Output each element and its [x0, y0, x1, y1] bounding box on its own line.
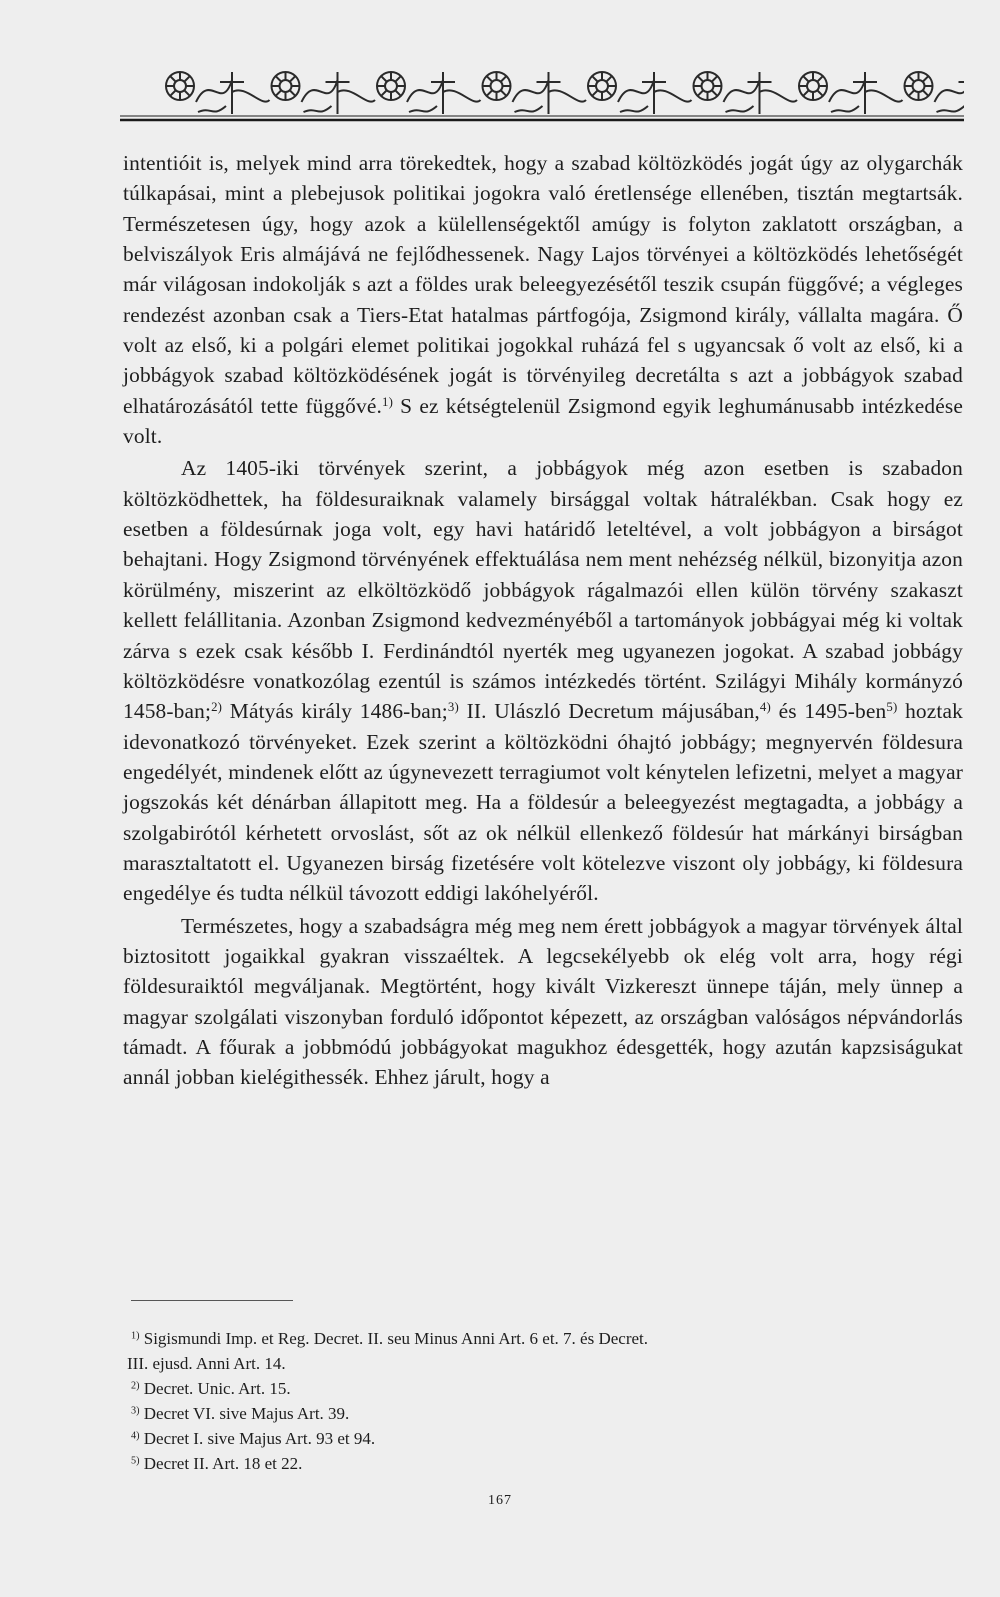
footnote-mark: 2): [131, 1380, 140, 1392]
paragraph: [123, 911, 963, 1093]
rosette-center: [702, 80, 714, 92]
rosette-petal: [276, 76, 282, 82]
rosette-petal: [817, 90, 823, 96]
footnote-mark: 5): [131, 1455, 140, 1467]
paragraph: [123, 148, 963, 451]
footnote-text: Decret VI. sive Majus Art. 39.: [143, 1404, 350, 1423]
footnote-mark: 3): [131, 1405, 140, 1417]
rosette-petal: [606, 90, 612, 96]
rosette-petal: [170, 90, 176, 96]
rosette-petal: [395, 76, 401, 82]
rosette-petal: [923, 76, 929, 82]
rosette-petal: [290, 76, 296, 82]
rosette-petal: [592, 76, 598, 82]
footnote: [127, 1351, 971, 1376]
footnote-text: III. ejusd. Anni Art. 14.: [127, 1354, 286, 1373]
paragraph-text: intentióit is, melyek mind arra törekedtek, hogy a szabad költözködés jogát úgy az olygarchák túlkapásai, mint a plebejusok politikai jogokra való éretlensége ellenében, tisztán megtartsák. Természetesen úgy, hogy azok a külellenségektől amúgy is folyton zaklatott országban, a belviszályok Eris almájává ne fejlődhessenek. Nagy Lajos törvényei a költözködés lehetőségét már világosan indokolják s azt a földes urak beleegyezésétől teszik csupán függővé; a végleges rendezést azonban csak a Tiers-Etat hatalmas pártfogója, Zsigmond király, vállalta magára. Ő volt az első, ki a polgári elemet politikai jogokkal ruházá fel s ugyancsak ő volt az első, ki a jobbágyok szabad költözködésének jogát is törvényileg decretálta s azt a jobbágyok szabad elhatározásától tette függővé.: [123, 151, 963, 418]
rosette-petal: [487, 90, 493, 96]
rosette-petal: [592, 90, 598, 96]
floral-header-ornament: [120, 62, 964, 124]
rosette-center: [913, 80, 925, 92]
rosette-petal: [501, 90, 507, 96]
footnote-mark: 4): [131, 1430, 140, 1442]
rosette-petal: [395, 90, 401, 96]
footnote-reference: 1): [382, 394, 394, 409]
rosette-center: [491, 80, 503, 92]
paragraph-text: Mátyás király 1486-ban;: [222, 699, 448, 724]
footnote-reference: 3): [447, 700, 459, 715]
footnote-text: Decret II. Art. 18 et 22.: [143, 1454, 303, 1473]
rosette-petal: [909, 76, 915, 82]
leaf-scroll-ornament: [196, 72, 270, 114]
footnote-reference: 5): [886, 700, 898, 715]
page-number: 167: [488, 1493, 512, 1508]
footnote-reference: 2): [211, 700, 223, 715]
rosette-petal: [184, 76, 190, 82]
rosette-center: [596, 80, 608, 92]
paragraph-text: és 1495-ben: [770, 699, 887, 724]
rosette-petal: [290, 90, 296, 96]
footnote-reference: 4): [759, 700, 771, 715]
rosette-petal: [712, 76, 718, 82]
leaf-scroll-ornament: [724, 72, 798, 114]
rosette-petal: [698, 76, 704, 82]
rosette-petal: [170, 76, 176, 82]
footnote-mark: 1): [131, 1330, 140, 1342]
rosette-center: [174, 80, 186, 92]
rosette-petal: [276, 90, 282, 96]
footnote-text: Sigismundi Imp. et Reg. Decret. II. seu Minus Anni Art. 6 et. 7. és Decret.: [143, 1329, 648, 1348]
footnotes: [127, 1326, 971, 1476]
leaf-scroll-ornament: [513, 72, 587, 114]
rosette-petal: [803, 76, 809, 82]
rosette-petal: [817, 76, 823, 82]
paragraph-text: S ez kétségtelenül Zsigmond egyik leghumánusabb intézkedése volt.: [123, 393, 963, 449]
rosette-petal: [487, 76, 493, 82]
main-text: [123, 148, 963, 1093]
rosette-petal: [712, 90, 718, 96]
footnote: [131, 1376, 971, 1401]
paragraph-text: Természetes, hogy a szabadságra még meg nem érett jobbágyok a magyar törvények által biztositott jogaikkal gyakran visszaéltek. A legcsekélyebb ok elég volt arra, hogy régi földesuraiktól megváljanak. Megtörtént, hogy kivált Vizkereszt ünnepe táján, mely ünnep a magyar szolgálati viszonyban forduló időpontot képezett, az országban valóságos népvándorlás támadt. A főurak a jobbmódú jobbágyokat magukhoz édesgették, hogy azután kapzsiságukat annál jobban kielégithessék. Ehhez járult, hogy a: [123, 913, 963, 1090]
rosette-petal: [606, 76, 612, 82]
paragraph: [123, 453, 963, 908]
paragraph-text: II. Ulászló Decretum májusában,: [458, 699, 760, 724]
footnote-text: Decret I. sive Majus Art. 93 et 94.: [143, 1429, 376, 1448]
rosette-petal: [698, 90, 704, 96]
footnote: [131, 1326, 971, 1351]
paragraph-text: Az 1405-iki törvények szerint, a jobbágyok még azon esetben is szabadon költözködhettek, ha földesuraiknak valamely birsággal voltak hátralékban. Csak hogy ez esetben a földesúrnak joga volt, egy havi határidő leteltével, a volt jobbágyon a birságot behajtani. Hogy Zsigmond törvényének effektuálása nem ment nehézség nélkül, bizonyitja azon körülmény, miszerint az elköltözködő jobbágyok rágalmazói ellen külön törvény szakaszt kellett felállitania. Azonban Zsigmond kedvezményéből a tartományok jobbágyai még ki voltak zárva s ezek csak később I. Ferdinándtól nyerték meg ugyanezen jogokat. A szabad jobbágy költözködésre vonatkozólag ezentúl is számos intézkedés történt. Szilágyi Mihály kormányzó 1458-ban;: [123, 456, 963, 724]
leaf-scroll-ornament: [407, 72, 481, 114]
footnote: [131, 1401, 971, 1426]
paragraph-text: hoztak idevonatkozó törvényeket. Ezek szerint a költözködni óhajtó jobbágy; megnyervén földesura engedélyét, mindenek előtt az úgynevezett terragiumot volt kénytelen lefizetni, melyet a magyar jogszokás két dénárban állapitott meg. Ha a földesúr a beleegyezést megtagadta, a jobbágy a szolgabirótól kérhetett orvoslást, sőt az ok nélkül ellenkező földesúr hat márkányi birságban marasztaltatott el. Ugyanezen birság fizetésére volt kötelezve viszont oly jobbágy, ki földesura engedélye és tudta nélkül távozott eddigi lakóhelyéről.: [123, 699, 964, 906]
rosette-center: [385, 80, 397, 92]
rosette-center: [807, 80, 819, 92]
leaf-scroll-ornament: [829, 72, 903, 114]
rosette-petal: [381, 76, 387, 82]
rosette-petal: [184, 90, 190, 96]
leaf-scroll-ornament: [302, 72, 376, 114]
footnote-divider: [131, 1300, 293, 1301]
rosette-petal: [909, 90, 915, 96]
rosette-petal: [803, 90, 809, 96]
rosette-petal: [381, 90, 387, 96]
footnote: [131, 1426, 971, 1451]
footnote-text: Decret. Unic. Art. 15.: [143, 1379, 291, 1398]
leaf-scroll-ornament: [935, 72, 965, 114]
footnote: [131, 1451, 971, 1476]
leaf-scroll-ornament: [618, 72, 692, 114]
rosette-petal: [923, 90, 929, 96]
rosette-petal: [501, 76, 507, 82]
rosette-center: [280, 80, 292, 92]
